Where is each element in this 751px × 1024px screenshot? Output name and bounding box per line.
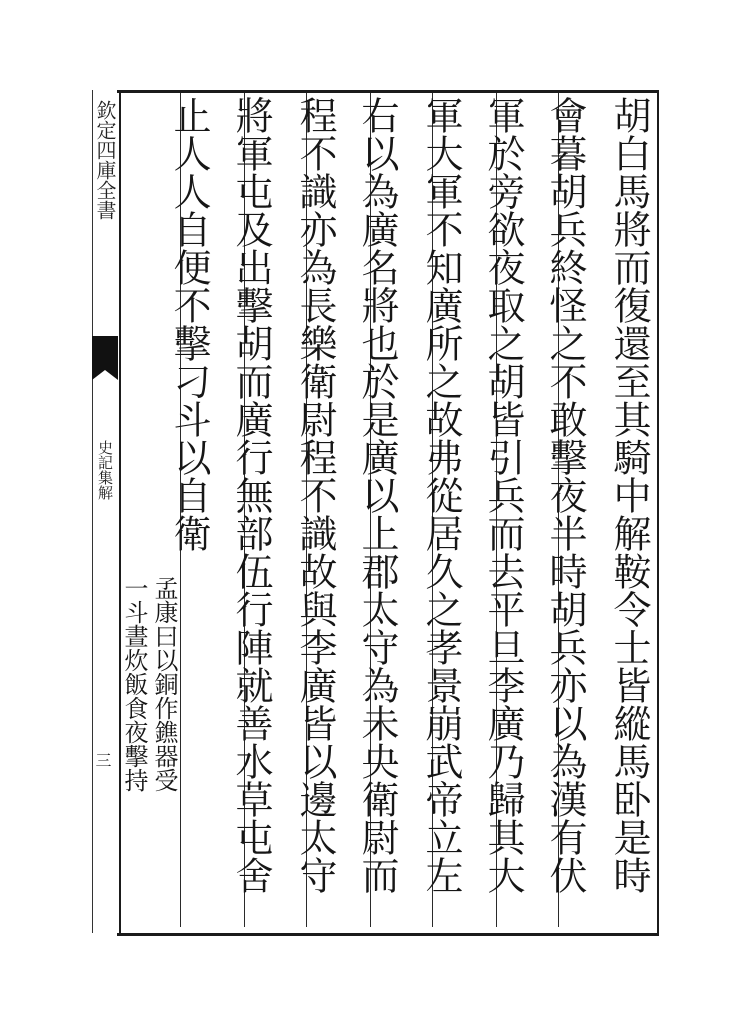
fishtail-mark: [92, 336, 118, 370]
text-column-4: 軍大軍不知廣所之故弗從居久之孝景崩武帝立左: [419, 96, 463, 894]
text-column-5: 右以為廣名將也於是廣以上郡太守為未央衛尉而: [355, 96, 399, 894]
page-number: 三: [93, 752, 112, 768]
text-column-7: 將軍屯及出擊胡而廣行無部伍行陣就善水草屯舍: [229, 96, 273, 894]
book-title: 欽定四庫全書: [93, 100, 117, 220]
annotation-left-line: 一斗晝炊飯食夜擊持: [120, 576, 148, 792]
text-column-3: 軍於旁欲夜取之胡皆引兵而去平旦李廣乃歸其大: [481, 96, 525, 894]
text-column-6: 程不識亦為長樂衛尉程不識故與李廣皆以邊太守: [293, 96, 337, 894]
text-column-8: 止人人自便不擊刁斗以自衛: [167, 96, 211, 552]
text-column-2: 會暮胡兵終怪之不敢擊夜半時胡兵亦以為漢有伏: [543, 96, 587, 894]
annotation-right-line: 孟康曰以銅作鐎器受: [150, 576, 178, 792]
chapter-ear: 史記集解: [96, 440, 114, 500]
text-column-1: 胡白馬將而復還至其騎中解鞍令士皆縱馬卧是時: [607, 96, 651, 894]
